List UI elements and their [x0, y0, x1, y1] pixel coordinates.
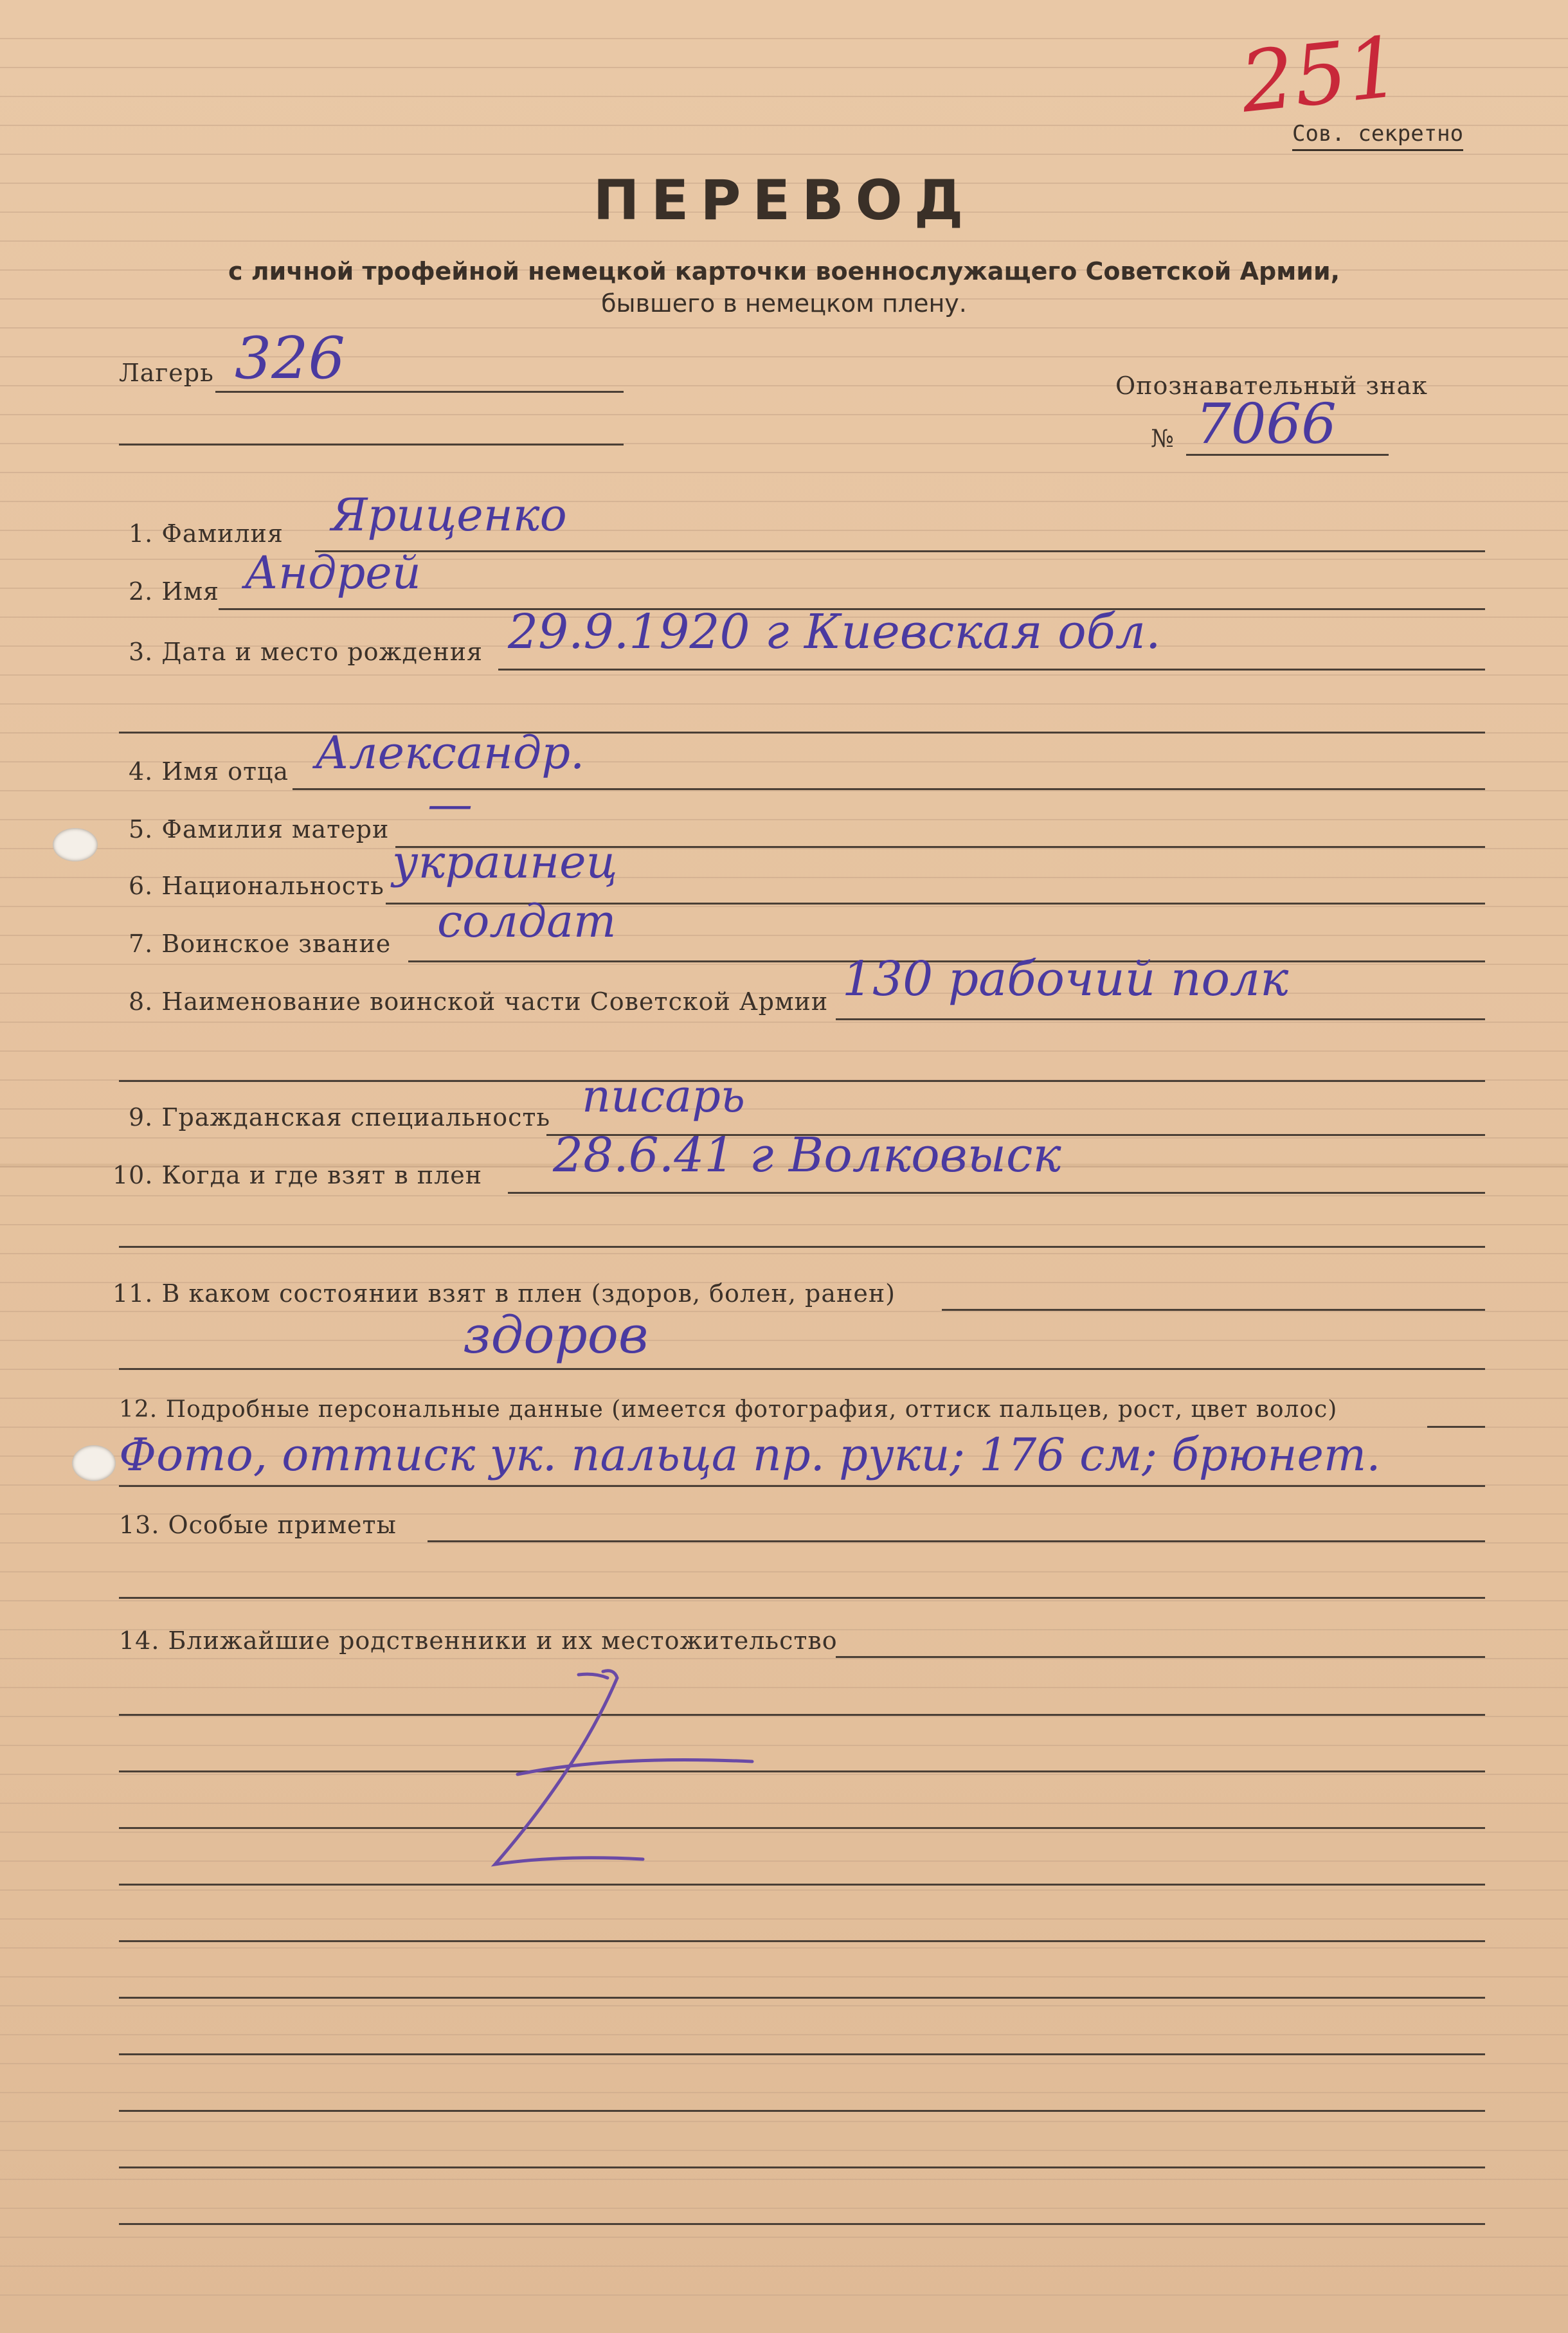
field-value-nationality: украинец — [392, 836, 618, 888]
camp-value: 326 — [235, 325, 345, 392]
field-line-personal-2 — [119, 1485, 1485, 1487]
relatives-line — [119, 2166, 1485, 2168]
field-label-mother: 5. Фамилия матери — [129, 815, 390, 843]
field-label-rank: 7. Воинское звание — [129, 930, 392, 958]
field-label-name: 2. Имя — [129, 577, 220, 606]
field-line-marks-2 — [119, 1597, 1485, 1599]
field-line-captured — [508, 1192, 1485, 1194]
subtitle-line-1: с личной трофейной немецкой карточки военнослужащего Советской Армии, — [228, 257, 1340, 285]
relatives-line — [119, 2053, 1485, 2055]
field-value-unit: 130 рабочий полк — [842, 951, 1289, 1007]
relatives-line — [119, 2110, 1485, 2112]
field-label-unit: 8. Наименование воинской части Советской Армии — [129, 987, 829, 1016]
field-line-personal — [1427, 1426, 1485, 1428]
id-tag-value: 7066 — [1196, 392, 1337, 456]
field-line-surname — [315, 550, 1485, 552]
relatives-line — [119, 1770, 1485, 1772]
field-value-personal: Фото, оттиск ук. пальца пр. руки; 176 см; брюнет. — [119, 1428, 1381, 1481]
field-label-nationality: 6. Национальность — [129, 872, 384, 900]
cancel-mark — [482, 1659, 791, 1877]
relatives-line — [119, 1714, 1485, 1716]
relatives-line — [119, 2223, 1485, 2225]
relatives-line — [119, 1884, 1485, 1886]
field-line-condition — [942, 1309, 1485, 1311]
field-label-relatives: 14. Ближайшие родственники и их местожительство — [119, 1626, 838, 1655]
field-line-birth — [498, 669, 1485, 671]
field-line-condition-2 — [119, 1368, 1485, 1370]
field-line-unit — [836, 1018, 1485, 1020]
field-value-name: Андрей — [244, 546, 421, 599]
classification-mark: Сов. секретно — [1292, 121, 1463, 151]
field-line-marks — [428, 1540, 1485, 1542]
field-value-father: Александр. — [315, 726, 585, 779]
document-title: ПЕРЕВОД — [593, 168, 975, 233]
field-label-father: 4. Имя отца — [129, 757, 289, 786]
field-label-marks: 13. Особые приметы — [119, 1511, 397, 1539]
field-line-captured-2 — [119, 1246, 1485, 1248]
id-tag-number-label: № — [1151, 424, 1175, 453]
field-label-surname: 1. Фамилия — [129, 519, 284, 548]
field-value-surname: Яриценко — [331, 489, 567, 541]
field-label-birth: 3. Дата и место рождения — [129, 638, 483, 666]
field-value-mother: — — [428, 778, 473, 831]
relatives-line — [119, 1827, 1485, 1829]
field-label-condition: 11. В каком состоянии взят в плен (здоров, болен, ранен) — [113, 1279, 896, 1308]
relatives-line — [119, 1940, 1485, 1942]
subtitle-line-2: бывшего в немецком плену. — [601, 289, 967, 318]
field-line-relatives — [836, 1656, 1485, 1658]
field-value-profession: писарь — [582, 1070, 746, 1122]
field-label-profession: 9. Гражданская специальность — [129, 1103, 551, 1131]
field-label-captured: 10. Когда и где взят в плен — [113, 1161, 483, 1189]
archive-number: 251 — [1236, 17, 1405, 132]
camp-line-2 — [119, 444, 624, 446]
field-value-condition: здоров — [463, 1305, 649, 1365]
field-label-personal: 12. Подробные персональные данные (имеется фотография, оттиск пальцев, рост, цвет волос) — [119, 1396, 1338, 1423]
id-tag-label: Опознавательный знак — [1115, 372, 1428, 400]
field-value-birth: 29.9.1920 г Киевская обл. — [508, 604, 1161, 660]
relatives-line — [119, 1997, 1485, 1999]
camp-label: Лагерь — [119, 359, 214, 387]
punch-hole — [72, 1445, 116, 1481]
field-value-captured: 28.6.41 г Волковыск — [553, 1128, 1061, 1183]
punch-hole — [53, 828, 98, 861]
field-line-unit-2 — [119, 1080, 1485, 1082]
field-value-rank: солдат — [437, 895, 617, 948]
